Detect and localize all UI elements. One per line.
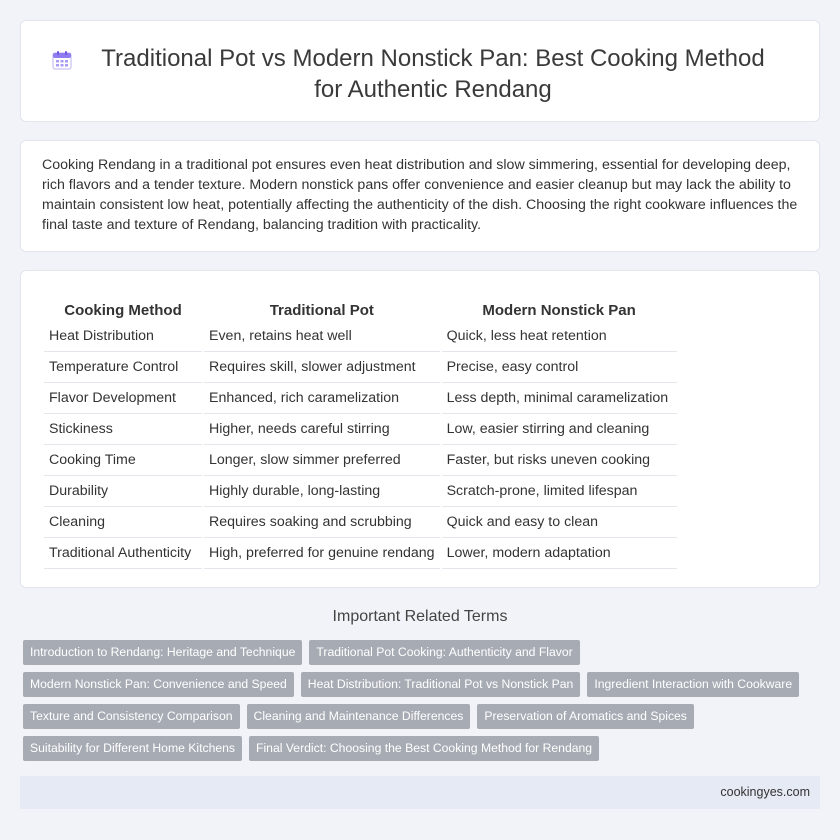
intro-card xyxy=(20,140,820,252)
column-header: Cooking Method xyxy=(64,302,182,319)
table-cell: Cleaning xyxy=(44,507,202,538)
table-row xyxy=(44,445,677,476)
footer-site-link[interactable]: cookingyes.com xyxy=(720,785,810,799)
table-cell: Flavor Development xyxy=(44,383,202,414)
table-cell: Faster, but risks uneven cooking xyxy=(442,445,677,476)
table-cell: Low, easier stirring and cleaning xyxy=(442,414,677,445)
table-cell: Lower, modern adaptation xyxy=(442,538,677,569)
table-header-row xyxy=(44,295,677,321)
table-cell: Heat Distribution xyxy=(44,321,202,352)
title-wrap xyxy=(21,43,819,105)
related-terms-tags xyxy=(20,640,820,768)
table-cell: Cooking Time xyxy=(44,445,202,476)
table-cell: Less depth, minimal caramelization xyxy=(442,383,677,414)
table-cell: Requires soaking and scrubbing xyxy=(204,507,440,538)
table-cell: Quick and easy to clean xyxy=(442,507,677,538)
table-cell: High, preferred for genuine rendang xyxy=(204,538,440,569)
comparison-table xyxy=(42,295,679,569)
footer xyxy=(20,776,820,809)
table-row xyxy=(44,321,677,352)
table-row xyxy=(44,538,677,569)
related-term-tag[interactable]: Suitability for Different Home Kitchens xyxy=(23,736,242,761)
table-row xyxy=(44,476,677,507)
related-term-tag[interactable]: Ingredient Interaction with Cookware xyxy=(587,672,799,697)
calendar-icon xyxy=(51,49,73,71)
table-row xyxy=(44,383,677,414)
table-cell: Enhanced, rich caramelization xyxy=(204,383,440,414)
related-term-tag[interactable]: Heat Distribution: Traditional Pot vs Nonstick Pan xyxy=(301,672,581,697)
table-cell: Higher, needs careful stirring xyxy=(204,414,440,445)
column-header: Modern Nonstick Pan xyxy=(482,302,636,319)
related-terms-heading: Important Related Terms xyxy=(332,608,508,625)
intro-paragraph: Cooking Rendang in a traditional pot ensures even heat distribution and slow simmering, essential for developing deep, rich flavors and a tender texture. Modern nonstick pans offer convenience and easier cleanup but may lack the ability to maintain consistent low heat, potentially affecting the authenticity of the dish. Choosing the right cookware influences the final taste and texture of Rendang, balancing tradition with practicality. xyxy=(42,157,798,233)
tag-row xyxy=(20,672,820,697)
table-row xyxy=(44,352,677,383)
table-cell: Quick, less heat retention xyxy=(442,321,677,352)
table-cell: Scratch-prone, limited lifespan xyxy=(442,476,677,507)
related-term-tag[interactable]: Final Verdict: Choosing the Best Cooking Method for Rendang xyxy=(249,736,599,761)
header-card xyxy=(20,20,820,122)
page-title: Traditional Pot vs Modern Nonstick Pan: Best Cooking Method for Authentic Rendang xyxy=(101,45,765,103)
tag-row xyxy=(20,736,820,761)
table-cell: Durability xyxy=(44,476,202,507)
table-cell: Precise, easy control xyxy=(442,352,677,383)
table-cell: Temperature Control xyxy=(44,352,202,383)
table-cell: Stickiness xyxy=(44,414,202,445)
related-term-tag[interactable]: Texture and Consistency Comparison xyxy=(23,704,240,729)
table-cell: Requires skill, slower adjustment xyxy=(204,352,440,383)
related-term-tag[interactable]: Cleaning and Maintenance Differences xyxy=(247,704,471,729)
tag-row xyxy=(20,704,820,729)
related-term-tag[interactable]: Traditional Pot Cooking: Authenticity and Flavor xyxy=(309,640,579,665)
column-header: Traditional Pot xyxy=(269,302,374,319)
table-cell: Highly durable, long-lasting xyxy=(204,476,440,507)
table-cell: Traditional Authenticity xyxy=(44,538,202,569)
comparison-table-card xyxy=(20,270,820,588)
related-term-tag[interactable]: Modern Nonstick Pan: Convenience and Speed xyxy=(23,672,294,697)
table-cell: Longer, slow simmer preferred xyxy=(204,445,440,476)
table-row xyxy=(44,507,677,538)
related-term-tag[interactable]: Preservation of Aromatics and Spices xyxy=(477,704,694,729)
related-term-tag[interactable]: Introduction to Rendang: Heritage and Technique xyxy=(23,640,302,665)
table-cell: Even, retains heat well xyxy=(204,321,440,352)
tag-row xyxy=(20,640,820,665)
table-row xyxy=(44,414,677,445)
